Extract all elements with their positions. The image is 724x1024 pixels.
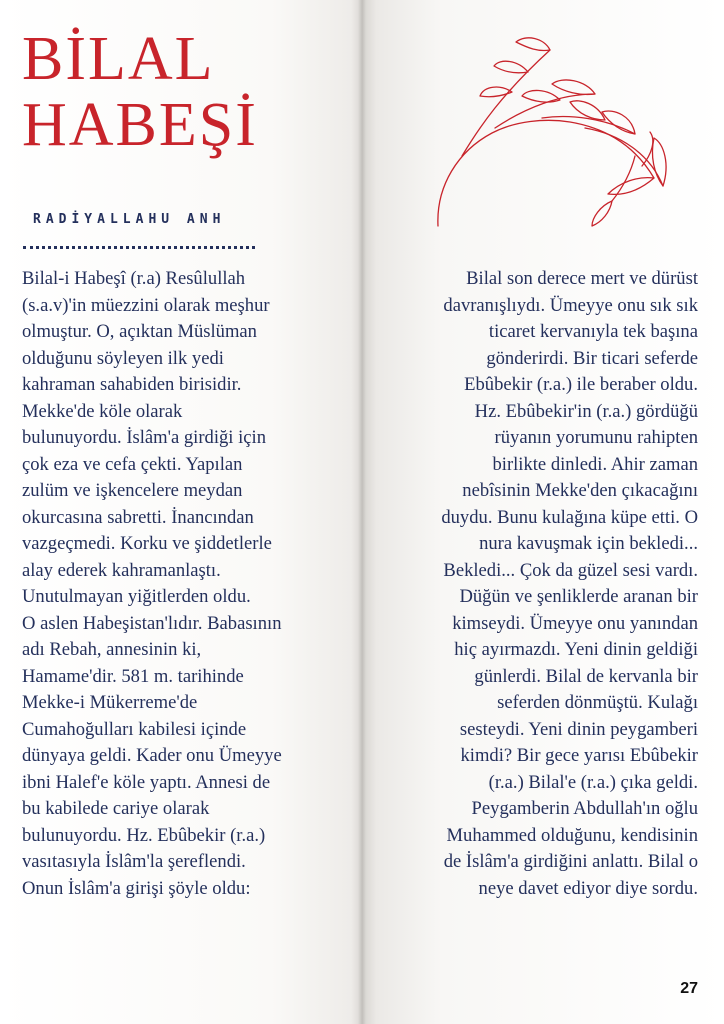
text-line: de İslâm'a girdiğini anlattı. Bilal o [443, 851, 698, 872]
page-number: 27 [680, 980, 698, 997]
text-line: günlerdi. Bilal de kervanla bir [474, 665, 698, 687]
text-line: olmuştur. O, açıktan Müslüman [22, 321, 257, 342]
text-line: gönderirdi. Bir ticari seferde [486, 347, 698, 369]
left-column-text [22, 266, 282, 902]
right-column-text [441, 266, 698, 902]
text-line: Muhammed olduğunu, kendisinin [446, 824, 698, 846]
text-line: olduğunu söyleyen ilk yedi [22, 347, 224, 369]
text-line: vasıtasıyla İslâm'la şereflendi. [22, 851, 246, 872]
text-line: sesteydi. Yeni dinin peygamberi [459, 718, 698, 740]
text-line: (s.a.v)'in müezzini olarak meşhur [22, 294, 270, 316]
text-line: Bekledi... Çok da güzel sesi vardı. [443, 559, 698, 581]
text-line: okurcasına sabretti. İnancından [22, 506, 254, 528]
text-line: alay ederek kahramanlaştı. [22, 559, 221, 581]
page-title [22, 26, 258, 158]
text-line: hiç ayırmazdı. Yeni dinin geldiği [454, 639, 698, 660]
text-line: O aslen Habeşistan'lıdır. Babasının [22, 612, 282, 634]
text-line: nura kavuşmak için bekledi... [479, 533, 698, 554]
text-line: Cumahoğulları kabilesi içinde [22, 718, 247, 740]
subtitle: RADİYALLAHU ANH [33, 212, 226, 227]
title-line-2: HABEŞİ [22, 91, 258, 159]
text-line: Bilal son derece mert ve dürüst [466, 268, 698, 289]
leaf-branch-icon [430, 36, 680, 236]
text-line: Hz. Ebûbekir'in (r.a.) gördüğü [474, 400, 698, 422]
text-line: Peygamberin Abdullah'ın oğlu [471, 798, 698, 819]
text-line: (r.a.) Bilal'e (r.a.) çıka geldi. [488, 771, 698, 793]
text-line: rüyanın yorumunu rahipten [494, 427, 698, 448]
dotted-divider [23, 246, 255, 249]
text-line: davranışlıydı. Ümeyye onu sık sık [443, 294, 698, 316]
text-line: Bilal-i Habeşî (r.a) Resûlullah [22, 268, 246, 289]
text-line: zulüm ve işkencelere meydan [22, 480, 243, 501]
text-line: kahraman sahabiden birisidir. [22, 374, 242, 395]
text-line: Unutulmayan yiğitlerden oldu. [22, 586, 251, 607]
text-line: bulunuyordu. İslâm'a girdiği için [22, 427, 266, 448]
text-line: Düğün ve şenliklerde aranan bir [459, 586, 698, 607]
text-line: Hamame'dir. 581 m. tarihinde [22, 665, 244, 687]
text-line: dünyaya geldi. Kader onu Ümeyye [22, 745, 282, 766]
text-line: neye davet ediyor diye sordu. [478, 877, 698, 899]
text-line: bulunuyordu. Hz. Ebûbekir (r.a.) [22, 824, 266, 846]
title-line-1: BİLAL [22, 25, 215, 93]
text-line: duydu. Bunu kulağına küpe etti. O [441, 506, 698, 528]
text-line: kimdi? Bir gece yarısı Ebûbekir [460, 745, 698, 766]
text-line: ticaret kervanıyla tek başına [488, 321, 698, 342]
text-line: seferden dönmüştü. Kulağı [497, 692, 698, 713]
text-line: Mekke'de köle olarak [22, 400, 183, 422]
text-line: çok eza ve cefa çekti. Yapılan [22, 453, 243, 475]
text-line: Ebûbekir (r.a.) ile beraber oldu. [464, 374, 698, 395]
text-line: vazgeçmedi. Korku ve şiddetlerle [22, 533, 272, 554]
book-spine [358, 0, 366, 1024]
text-line: kimseydi. Ümeyye onu yanından [452, 612, 698, 634]
text-line: Mekke-i Mükerreme'de [22, 692, 198, 713]
text-line: Onun İslâm'a girişi şöyle oldu: [22, 877, 251, 899]
text-line: nebîsinin Mekke'den çıkacağını [462, 480, 698, 501]
text-line: adı Rebah, annesinin ki, [22, 639, 202, 660]
text-line: birlikte dinledi. Ahir zaman [492, 453, 698, 475]
text-line: ibni Halef'e köle yaptı. Annesi de [22, 771, 271, 793]
text-line: bu kabilede cariye olarak [22, 798, 210, 819]
